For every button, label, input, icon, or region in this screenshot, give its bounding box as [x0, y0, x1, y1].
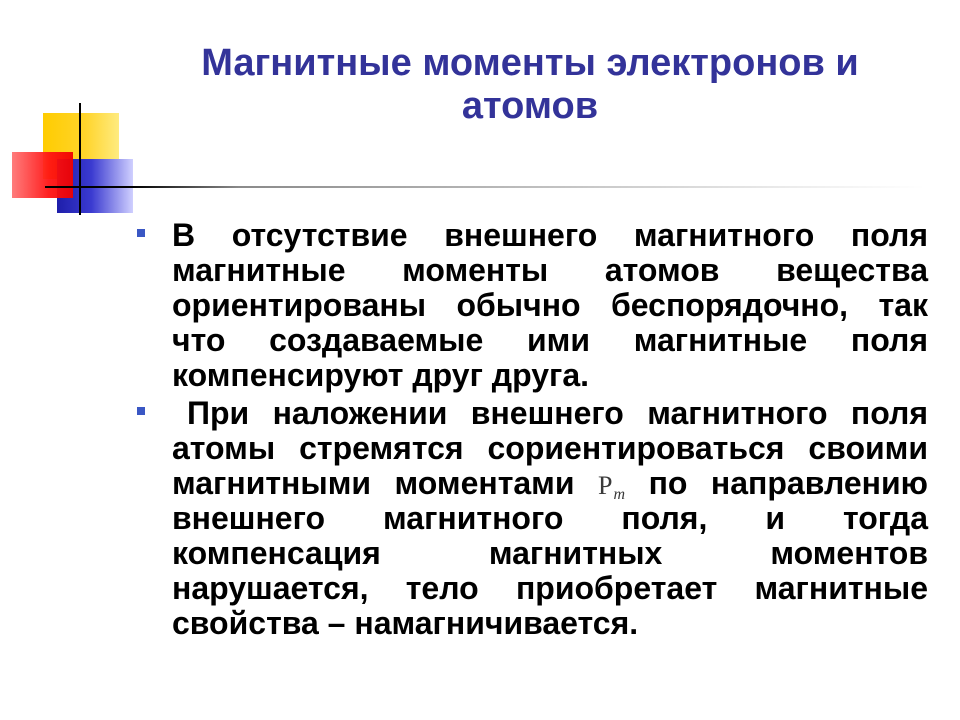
- text-line: нарушается, тело приобретает магнитные: [172, 570, 928, 606]
- text-line: В отсутствие внешнего магнитного поля: [172, 217, 928, 253]
- text-line: При наложении внешнего магнитного поля: [187, 395, 928, 431]
- red-square-decoration: [12, 152, 73, 198]
- slide-title: Магнитные моменты электронов и атомов: [201, 42, 859, 127]
- formula-symbol: P: [598, 471, 613, 500]
- bullet-item: [172, 218, 928, 393]
- magnetic-moment-formula: [598, 465, 625, 501]
- text-line: ориентированы обычно беспорядочно, так: [172, 287, 928, 323]
- text-line: компенсируют друг друга.: [172, 357, 590, 393]
- bullet-item: [172, 396, 928, 641]
- text-segment: магнитными моментами: [172, 465, 575, 501]
- text-line: магнитные моменты атомов вещества: [172, 252, 928, 288]
- text-line: внешнего магнитного поля, и тогда: [172, 500, 928, 536]
- text-line: [172, 466, 928, 501]
- bullet-square-icon: [137, 229, 145, 237]
- formula-subscript: m: [613, 486, 626, 503]
- text-line: атомы стремятся сориентироваться своими: [172, 430, 928, 466]
- bullet-square-icon: [137, 407, 145, 415]
- text-segment: по направлению: [648, 465, 929, 501]
- vertical-rule: [79, 103, 81, 215]
- text-line: компенсация магнитных моментов: [172, 535, 928, 571]
- text-line: что создаваемые ими магнитные поля: [172, 322, 928, 358]
- text-line: свойства – намагничивается.: [172, 605, 639, 641]
- horizontal-rule: [45, 186, 925, 188]
